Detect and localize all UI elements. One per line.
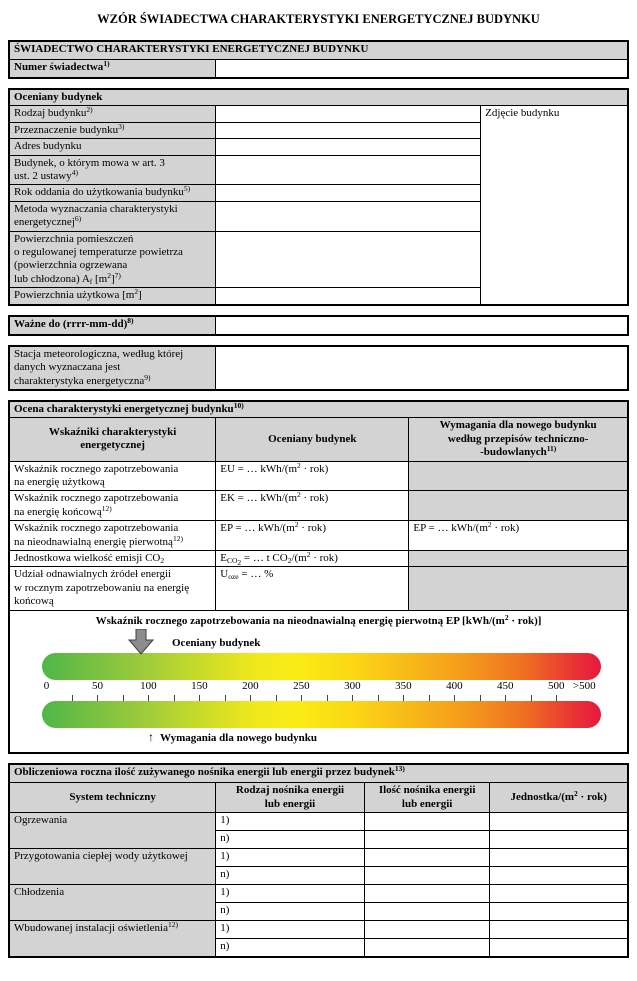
energy-carrier-type-field[interactable]: n) <box>216 867 365 885</box>
consumption-column-header-3: Ilość nośnika energii lub energii <box>364 783 490 813</box>
ep-axis-tick-mark <box>97 695 98 701</box>
ep-axis-tick-label: 300 <box>344 680 361 692</box>
assessment-column-header-3: Wymagania dla nowego budynku według przepisów techniczno- -budowlanych$^{11)}$ <box>409 418 628 461</box>
assessment-table <box>8 400 629 755</box>
valid-until-table <box>8 315 629 336</box>
ep-axis-tick-label: 350 <box>395 680 412 692</box>
assessment-row <box>9 567 628 610</box>
requirement-up-arrow-icon: ↑ <box>148 730 154 744</box>
energy-carrier-amount-field[interactable] <box>364 885 490 903</box>
certificate-number-field[interactable] <box>216 60 628 79</box>
assessment-indicator-label: Wskaźnik rocznego zapotrzebowania na nieodnawialną energię pierwotną$^{12)}$ <box>9 521 216 551</box>
ep-axis-tick-mark <box>225 695 226 701</box>
rated-building-arrow-icon <box>128 629 154 655</box>
energy-carrier-amount-field[interactable] <box>364 831 490 849</box>
weather-station-table <box>8 345 629 391</box>
building-value-field[interactable] <box>216 139 481 155</box>
assessment-requirement-value[interactable] <box>409 567 628 610</box>
building-row-label: Przeznaczenie budynku$^{3)}$ <box>9 122 216 138</box>
ep-scale-bar-top <box>42 653 601 680</box>
building-row-label: Budynek, o którym mowa w art. 3 ust. 2 ustawy$^{4)}$ <box>9 155 216 185</box>
energy-carrier-amount-field[interactable] <box>364 849 490 867</box>
building-value-field[interactable] <box>216 201 481 231</box>
ep-scale-requirement-label: Wymagania dla nowego budynku <box>160 732 318 744</box>
ep-axis-tick-label: >500 <box>572 680 596 692</box>
ep-axis-tick-label: 0 <box>43 680 50 692</box>
consumption-row <box>9 921 628 939</box>
weather-station-field[interactable] <box>216 346 628 390</box>
certificate-header: ŚWIADECTWO CHARAKTERYSTYKI ENERGETYCZNEJ BUDYNKU <box>9 41 628 60</box>
energy-carrier-unit-field[interactable] <box>490 813 628 831</box>
technical-system-label: Ogrzewania <box>9 813 216 849</box>
ep-axis-tick-mark <box>429 695 430 701</box>
consumption-row <box>9 813 628 831</box>
consumption-table <box>8 763 629 958</box>
energy-carrier-amount-field[interactable] <box>364 921 490 939</box>
assessment-building-value: EP = … kWh/$(m^2 \cdot rok)$ <box>216 521 409 551</box>
ep-axis-tick-label: 100 <box>140 680 157 692</box>
building-photo-placeholder: Zdjęcie budynku <box>481 106 628 305</box>
building-table <box>8 88 629 306</box>
assessment-row <box>9 491 628 521</box>
ep-axis-tick-label: 200 <box>242 680 259 692</box>
assessment-column-headers <box>9 418 628 461</box>
ep-axis-tick-label: 400 <box>446 680 463 692</box>
assessment-row <box>9 521 628 551</box>
energy-carrier-unit-field[interactable] <box>490 831 628 849</box>
ep-scale-cell <box>9 610 628 753</box>
assessment-requirement-value[interactable] <box>409 550 628 566</box>
energy-carrier-unit-field[interactable] <box>490 939 628 958</box>
energy-carrier-type-field[interactable]: 1) <box>216 849 365 867</box>
energy-carrier-type-field[interactable]: 1) <box>216 921 365 939</box>
building-row-label: Rok oddania do użytkowania budynku$^{5)}$ <box>9 185 216 201</box>
ep-axis-tick-label: 450 <box>497 680 514 692</box>
building-row-label: Powierzchnia pomieszczeń o regulowanej temperaturze powietrza (powierzchnia ogrzewana lub chłodzona) $A_f$ $[m^2]^{7)}$ <box>9 231 216 288</box>
technical-system-label: Wbudowanej instalacji oświetlenia$^{12)}$ <box>9 921 216 958</box>
assessment-requirement-value[interactable] <box>409 491 628 521</box>
building-value-field[interactable] <box>216 288 481 305</box>
building-value-field[interactable] <box>216 122 481 138</box>
ep-axis-tick-mark <box>199 695 200 701</box>
assessment-requirement-value: EP = … kWh/$(m^2 \cdot rok)$ <box>409 521 628 551</box>
building-value-field[interactable] <box>216 185 481 201</box>
ep-axis-tick-mark <box>174 695 175 701</box>
ep-axis-tick-mark <box>378 695 379 701</box>
ep-axis-tick-mark <box>72 695 73 701</box>
ep-axis-tick-mark <box>454 695 455 701</box>
ep-axis-tick-label: 50 <box>91 680 103 692</box>
assessment-requirement-value[interactable] <box>409 461 628 491</box>
technical-system-label: Przygotowania ciepłej wody użytkowej <box>9 849 216 885</box>
ep-axis-tick-mark <box>352 695 353 701</box>
valid-until-label: Ważne do (rrrr-mm-dd)$^{8)}$ <box>9 316 216 335</box>
ep-scale-axis <box>42 680 601 701</box>
ep-axis-tick-mark <box>480 695 481 701</box>
assessment-row <box>9 461 628 491</box>
energy-carrier-unit-field[interactable] <box>490 885 628 903</box>
ep-axis-tick-mark <box>403 695 404 701</box>
assessment-indicator-label: Wskaźnik rocznego zapotrzebowania na energię użytkową <box>9 461 216 491</box>
assessment-column-header-2: Oceniany budynek <box>216 418 409 461</box>
building-header: Oceniany budynek <box>9 89 628 106</box>
weather-station-label: Stacja meteorologiczna, według której danych wyznaczana jest charakterystyka energetyczna$^{9)}$ <box>9 346 216 390</box>
energy-carrier-type-field[interactable]: 1) <box>216 813 365 831</box>
technical-system-label: Chłodzenia <box>9 885 216 921</box>
ep-scale-requirement-row <box>148 730 625 745</box>
ep-axis-tick-label: 150 <box>191 680 208 692</box>
ep-axis-tick-mark <box>531 695 532 701</box>
ep-axis-tick-label: 250 <box>293 680 310 692</box>
energy-carrier-amount-field[interactable] <box>364 813 490 831</box>
ep-axis-tick-mark <box>276 695 277 701</box>
energy-carrier-amount-field[interactable] <box>364 903 490 921</box>
valid-until-field[interactable] <box>216 316 628 335</box>
assessment-indicator-label: Wskaźnik rocznego zapotrzebowania na energię końcową$^{12)}$ <box>9 491 216 521</box>
energy-carrier-type-field[interactable]: 1) <box>216 885 365 903</box>
ep-axis-tick-mark <box>327 695 328 701</box>
consumption-column-header-1: System techniczny <box>9 783 216 813</box>
assessment-header: Ocena charakterystyki energetycznej budynku$^{10)}$ <box>9 401 628 418</box>
consumption-column-header-4: Jednostka/$(m^2 \cdot rok)$ <box>490 783 628 813</box>
ep-axis-tick-mark <box>148 695 149 701</box>
consumption-row <box>9 849 628 867</box>
consumption-header: Obliczeniowa roczna ilość zużywanego nośnika energii lub energii przez budynek$^{13)}$ <box>9 764 628 783</box>
ep-scale-pointer-label: Oceniany budynek <box>172 636 261 649</box>
assessment-column-header-1: Wskaźniki charakterystyki energetycznej <box>9 418 216 461</box>
assessment-building-value: EK = … kWh/$(m^2 \cdot rok)$ <box>216 491 409 521</box>
consumption-column-header-2: Rodzaj nośnika energii lub energii <box>216 783 365 813</box>
ep-scale-bar-bottom <box>42 701 601 728</box>
consumption-column-headers <box>9 783 628 813</box>
energy-carrier-unit-field[interactable] <box>490 921 628 939</box>
assessment-building-value: $U_{oze}$ = … % <box>216 567 409 610</box>
building-row-label: Powierzchnia użytkowa $[m^2]$ <box>9 288 216 305</box>
assessment-indicator-label: Jednostkowa wielkość emisji $CO_2$ <box>9 550 216 566</box>
building-value-field[interactable] <box>216 231 481 288</box>
ep-axis-tick-mark <box>556 695 557 701</box>
ep-scale-pointer-row <box>12 628 625 653</box>
assessment-row <box>9 550 628 566</box>
building-row <box>9 106 628 122</box>
energy-carrier-unit-field[interactable] <box>490 867 628 885</box>
assessment-building-value: EU = … kWh/$(m^2 \cdot rok)$ <box>216 461 409 491</box>
assessment-building-value: $E_{CO_2}$ = … t $CO_2/(m^2 \cdot rok)$ <box>216 550 409 566</box>
ep-axis-tick-mark <box>123 695 124 701</box>
building-row-label: Rodzaj budynku$^{2)}$ <box>9 106 216 122</box>
building-row-label: Metoda wyznaczania charakterystyki energetycznej$^{6)}$ <box>9 201 216 231</box>
building-value-field[interactable] <box>216 155 481 185</box>
document-title: WZÓR ŚWIADECTWA CHARAKTERYSTYKI ENERGETYCZNEJ BUDYNKU <box>97 12 540 26</box>
ep-scale-title: Wskaźnik rocznego zapotrzebowania na nieodnawialną energię pierwotną EP $[kWh/(m^2 \cdot rok)]$ <box>95 612 542 627</box>
certificate-number-label: Numer świadectwa$^{1)}$ <box>9 60 216 79</box>
consumption-row <box>9 885 628 903</box>
ep-axis-tick-mark <box>250 695 251 701</box>
ep-axis-tick-mark <box>301 695 302 701</box>
energy-carrier-type-field[interactable]: n) <box>216 903 365 921</box>
building-value-field[interactable] <box>216 106 481 122</box>
ep-axis-tick-mark <box>505 695 506 701</box>
building-row-label: Adres budynku <box>9 139 216 155</box>
energy-carrier-type-field[interactable]: n) <box>216 831 365 849</box>
certificate-table <box>8 40 629 79</box>
energy-carrier-amount-field[interactable] <box>364 939 490 958</box>
assessment-indicator-label: Udział odnawialnych źródeł energii w rocznym zapotrzebowaniu na energię końcową <box>9 567 216 610</box>
energy-carrier-amount-field[interactable] <box>364 867 490 885</box>
ep-axis-tick-label: 500 <box>548 680 565 692</box>
energy-carrier-type-field[interactable]: n) <box>216 939 365 958</box>
energy-carrier-unit-field[interactable] <box>490 849 628 867</box>
energy-carrier-unit-field[interactable] <box>490 903 628 921</box>
